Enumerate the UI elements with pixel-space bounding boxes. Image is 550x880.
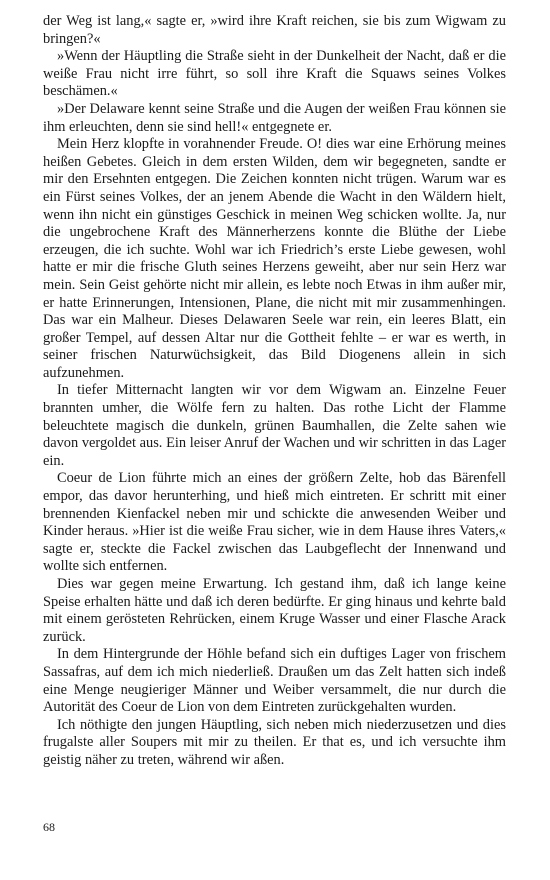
paragraph-8: In dem Hintergrunde der Höhle befand sich ein duftiges Lager von frischem Sassafras, auf dem ich mich niederließ. Draußen um das Zelt hatten sich indeß eine Menge neugieriger Männer und Weiber versammelt, die nur durch die Autorität des Coeur de Lion von dem Eintreten zurückgehalten wurden. bbox=[43, 646, 506, 716]
paragraph-continuation: der Weg ist lang,« sagte er, »wird ihre Kraft reichen, sie bis zum Wigwam zu bringen?« bbox=[43, 13, 506, 47]
paragraph-9: Ich nöthigte den jungen Häuptling, sich neben mich niederzusetzen und dies frugalste aller Soupers mit mir zu theilen. Er that es, und ich versuchte ihm geistig näher zu treten, während wir aßen. bbox=[43, 716, 506, 768]
paragraph-7: Dies war gegen meine Erwartung. Ich gestand ihm, daß ich lange keine Speise erhalten hätte und daß ich deren bedürfte. Er ging hinaus und kehrte bald mit einem gerösteten Rehrücken, einem Kruge Wasser und einer Flasche Arack zurück. bbox=[43, 576, 506, 645]
paragraph-6: Coeur de Lion führte mich an eines der größern Zelte, hob das Bärenfell empor, das davor herunterhing, und hieß mich eintreten. Er schritt mit einer brennenden Kienfackel neben mir und schickte die anwesenden Weiber und Kinder heraus. »Hier ist die weiße Frau sicher, wie in dem Hause ihres Vaters,« sagte er, steckte die Fackel zwischen das Laubgeflecht der Innenwand und wollte sich entfernen. bbox=[43, 470, 506, 575]
paragraph-3: »Der Delaware kennt seine Straße und die Augen der weißen Frau können sie ihm erleuchten, denn sie sind hell!« entgegnete er. bbox=[43, 100, 506, 135]
paragraph-5: In tiefer Mitternacht langten wir vor dem Wigwam an. Einzelne Feuer brannten umher, die Wölfe fern zu halten. Das rothe Licht der Flamme beleuchtete magisch die dunkeln, grünen Baumhallen, die Zelte sahen wie davon vergoldet aus. Ein leiser Anruf der Wachen und wir schritten in das Lager ein. bbox=[43, 382, 506, 469]
page-body bbox=[43, 13, 506, 770]
paragraph-2: »Wenn der Häuptling die Straße sieht in der Dunkelheit der Nacht, daß er die weiße Frau nicht irre führt, so soll ihre Kraft die Squaws seines Volkes beschämen.« bbox=[43, 48, 506, 100]
page-number: 68 bbox=[43, 820, 55, 834]
paragraph-4: Mein Herz klopfte in vorahnender Freude. O! dies war eine Erhörung meines heißen Gebetes. Gleich in dem ersten Wilden, dem wir begegneten, sandte er mir den Ersehnten entgegen. Die Zeichen konnten nicht trügen. Warum war es ein Fürst seines Volkes, der an jenem Abende die Wacht in den Wäldern hielt, wenn ihn nicht ein günstiges Geschick in meinen Weg schicken wollte. Ja, nur die ungebrochene Kraft des Männerherzens konnte die Blüthe der Liebe erzeugen, die ich suchte. Wohl war ich Friedrich’s erste Liebe gewesen, wohl hatte er mir die frische Gluth seines Herzens geweiht, aber nur sein Herz war mein. Sein Geist gehörte nicht mir allein, es lebte noch Etwas in ihm außer mir, er hatte Erinnerungen, Intensionen, Plane, die nicht mit mir zusammenhingen. Das war ein Malheur. Dieses Delawaren Seele war rein, ein leeres Blatt, ein großer Tempel, auf dessen Altar nur die Gottheit fehlte – er war es werth, in seiner frischen Naturwüchsigkeit, das Bild Diogenens allein in sich aufzunehmen. bbox=[43, 136, 506, 381]
